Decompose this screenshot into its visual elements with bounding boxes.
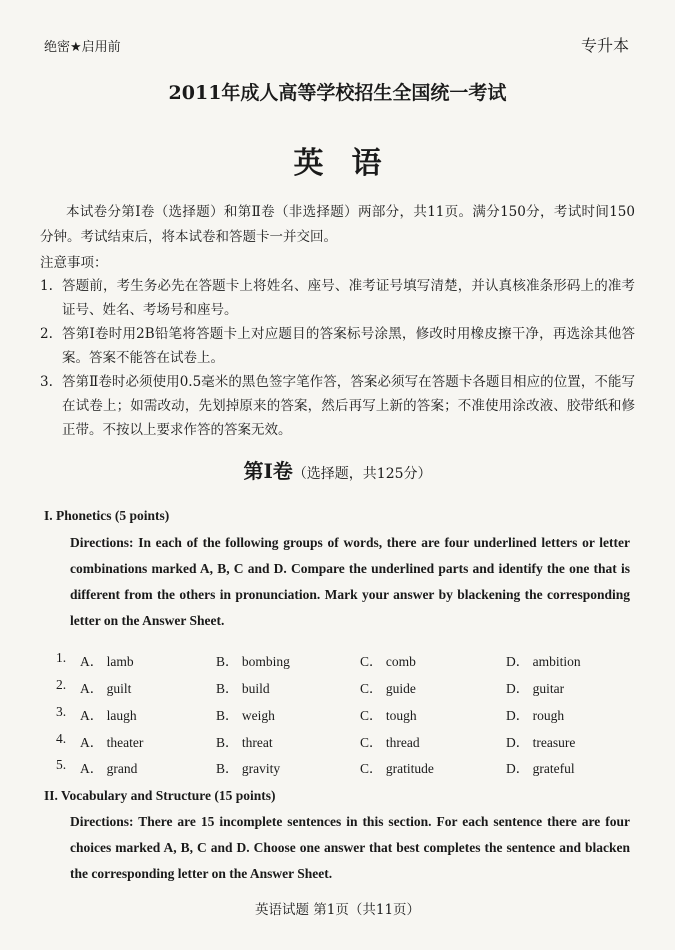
option-b: B． build: [216, 681, 270, 696]
part-one-heading: [0, 455, 675, 484]
notice-number: 2.: [40, 326, 53, 342]
notice-text: 答第Ⅱ卷时必须使用0.5毫米的黑色签字笔作答，答案必须写在答题卡各题目相应的位置，不能写在试卷上；如需改动，先划掉原来的答案，然后再写上新的答案；不准使用涂改液、胶带纸和修正带。不按以上要求作答的答案无效。: [62, 374, 635, 438]
question-row: [56, 650, 636, 676]
exam-title: 2011年成人高等学校招生全国统一考试: [168, 82, 507, 104]
option-c: C． tough: [360, 708, 417, 723]
question-row: [56, 677, 636, 703]
notice-number: 3.: [40, 374, 53, 390]
notice-item: [40, 322, 635, 370]
option-c: C． comb: [360, 654, 416, 669]
option-c: C． gratitude: [360, 761, 434, 776]
option-a: A． grand: [80, 761, 138, 776]
secret-mark: 绝密★启用前: [44, 40, 121, 55]
page-footer: 英语试题 第1页（共11页）: [254, 902, 421, 918]
option-a: A． laugh: [80, 708, 137, 723]
option-b: B． weigh: [216, 708, 275, 723]
option-b: B． gravity: [216, 761, 281, 776]
subject-title: 英语: [293, 146, 410, 181]
option-a: A． guilt: [80, 681, 132, 696]
section-one-directions: Directions: In each of the following groups of words, there are four underlined letters or letter combinations marked A, B, C and D. Compare the underlined parts and identify the one that is different from the others in pronunciation. Mark your answer by blackening the corresponding letter on the Answer Sheet.: [70, 535, 630, 628]
option-d: D． guitar: [506, 681, 565, 696]
option-d: D． rough: [506, 708, 565, 723]
part-one-title: 第Ⅰ卷: [243, 459, 293, 483]
option-c: C． guide: [360, 681, 416, 696]
notice-item: [40, 370, 635, 442]
option-b: B． threat: [216, 735, 273, 750]
notice-item: [40, 274, 635, 322]
part-one-subtitle: （选择题，共125分）: [292, 466, 432, 482]
option-d: D． treasure: [506, 735, 576, 750]
option-d: D． ambition: [506, 654, 581, 669]
question-number: 2.: [56, 677, 67, 692]
section-two-title: II. Vocabulary and Structure (15 points): [44, 788, 276, 803]
option-a: A． theater: [80, 735, 144, 750]
question-row: [56, 757, 636, 783]
option-d: D． grateful: [506, 761, 575, 776]
question-number: 5.: [56, 757, 67, 772]
notice-text: 答题前，考生务必先在答题卡上将姓名、座号、准考证号填写清楚，并认真核准条形码上的准考证号、姓名、考场号和座号。: [62, 278, 635, 318]
option-b: B． bombing: [216, 654, 290, 669]
question-number: 1.: [56, 650, 67, 665]
notice-title: 注意事项：: [40, 255, 108, 271]
section-two-directions: Directions: There are 15 incomplete sentences in this section. For each sentence there are four choices marked A, B, C and D. Choose one answer that best completes the sentence and blacken the corresponding letter on the Answer Sheet.: [70, 814, 630, 881]
question-number: 3.: [56, 704, 67, 719]
question-row: [56, 704, 636, 730]
option-c: C． thread: [360, 735, 420, 750]
option-a: A． lamb: [80, 654, 134, 669]
intro-paragraph: 本试卷分第Ⅰ卷（选择题）和第Ⅱ卷（非选择题）两部分，共11页。满分150分，考试时间150分钟。考试结束后，将本试卷和答题卡一并交回。: [40, 204, 635, 245]
question-row: [56, 731, 636, 757]
level-label: 专升本: [580, 36, 629, 55]
question-number: 4.: [56, 731, 67, 746]
section-one-title: I. Phonetics (5 points): [44, 508, 170, 523]
notice-text: 答第Ⅰ卷时用2B铅笔将答题卡上对应题目的答案标号涂黑，修改时用橡皮擦干净，再选涂其他答案。答案不能答在试卷上。: [62, 326, 635, 366]
notice-number: 1.: [40, 278, 53, 294]
